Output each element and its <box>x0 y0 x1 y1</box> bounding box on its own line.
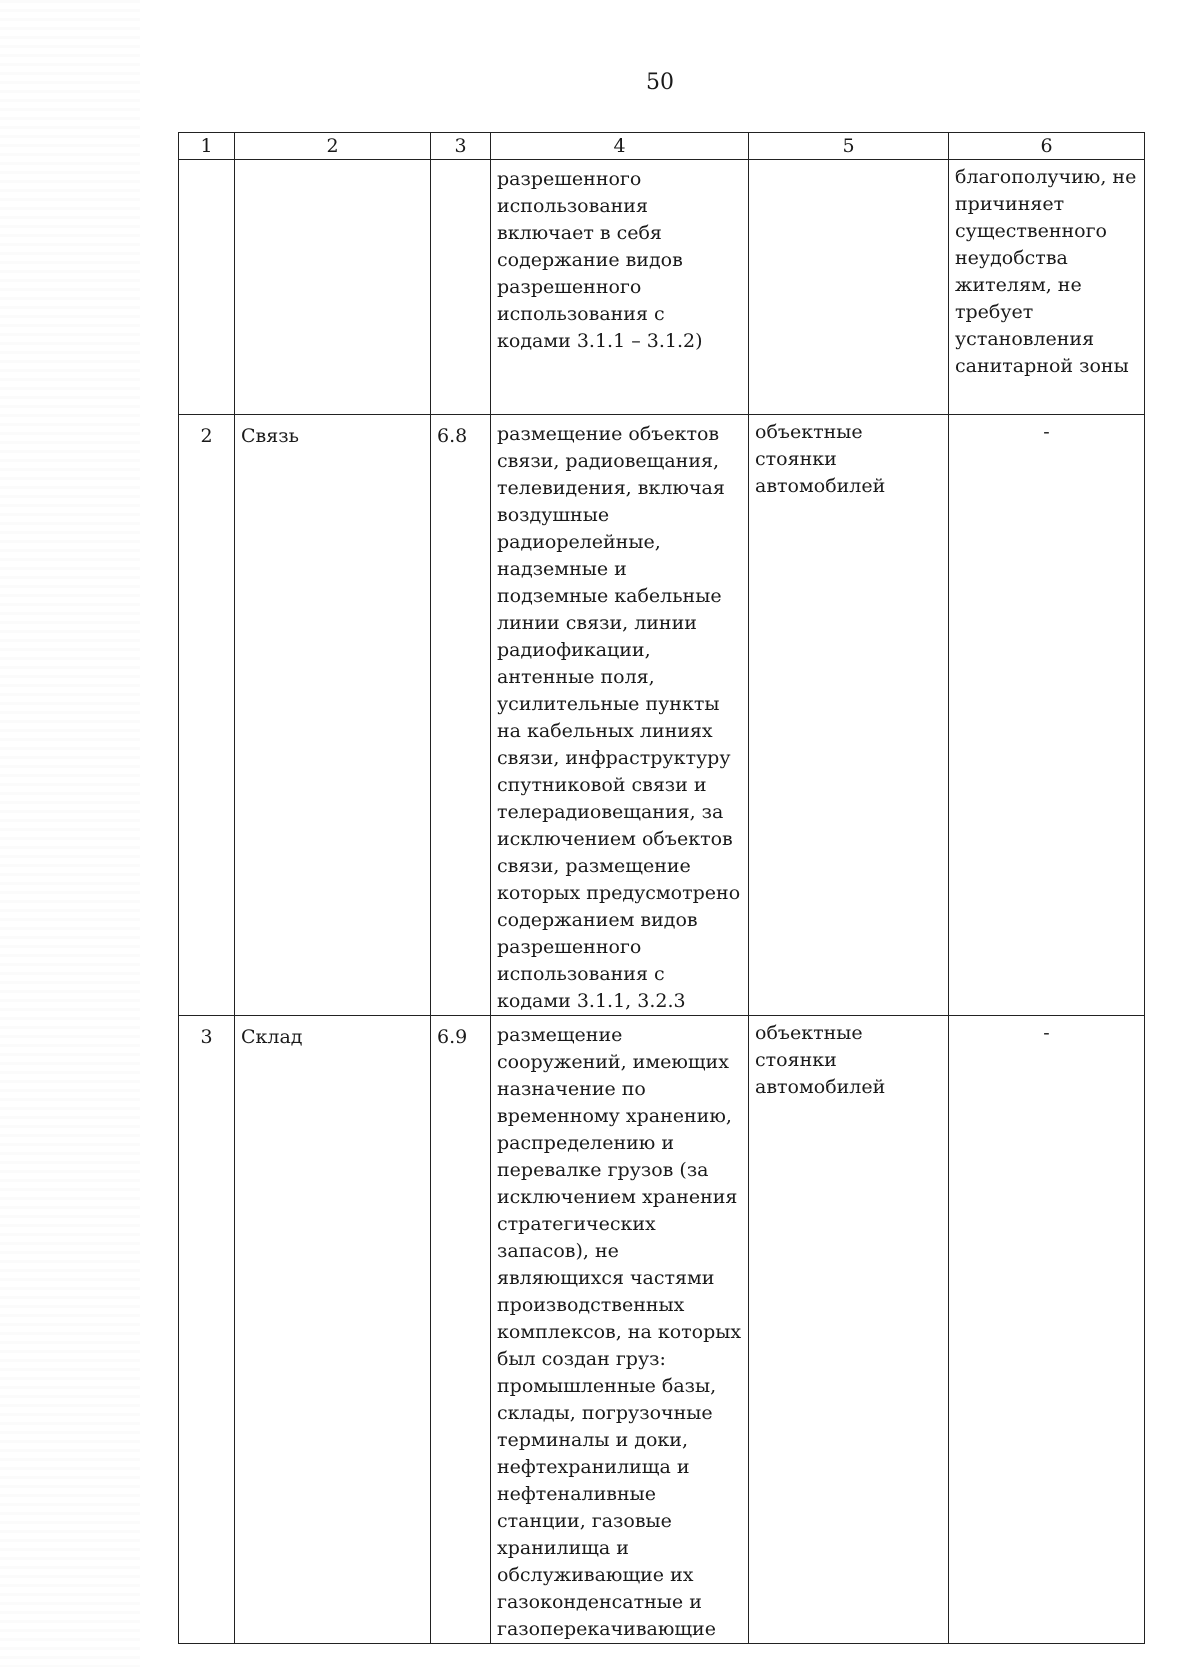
land-use-table <box>178 132 1145 1644</box>
use-name <box>235 160 431 415</box>
table-row <box>179 160 1145 415</box>
use-code: 6.9 <box>431 1016 491 1644</box>
column-header-1: 1 <box>179 133 235 160</box>
use-conditions: - <box>949 1016 1145 1644</box>
use-description: размещение объектов связи, радиовещания, телевидения, включая воздушные радиорелейные, надземные и подземные кабельные линии связи, линии радиофикации, антенные поля, усилительные пункты на кабельных линиях связи, инфраструктуру спутниковой связи и телерадиовещания, за исключением объектов связи, размещение которых предусмотрено содержанием видов разрешенного использования с кодами 3.1.1, 3.2.3 <box>491 415 749 1016</box>
scan-edge-noise <box>0 0 140 1667</box>
column-header-6: 6 <box>949 133 1145 160</box>
row-number <box>179 160 235 415</box>
auxiliary-use: объектные стоянки автомобилей <box>749 415 949 1016</box>
column-header-5: 5 <box>749 133 949 160</box>
row-number: 3 <box>179 1016 235 1644</box>
header-row <box>179 133 1145 160</box>
column-header-3: 3 <box>431 133 491 160</box>
auxiliary-use <box>749 160 949 415</box>
use-conditions: благополучию, не причиняет существенного неудобства жителям, не требует установления санитарной зоны <box>949 160 1145 415</box>
column-header-2: 2 <box>235 133 431 160</box>
page-number: 50 <box>646 70 674 95</box>
use-code <box>431 160 491 415</box>
column-header-4: 4 <box>491 133 749 160</box>
use-description: разрешенного использования включает в себя содержание видов разрешенного использования с кодами 3.1.1 – 3.1.2) <box>491 160 749 415</box>
row-number: 2 <box>179 415 235 1016</box>
use-conditions: - <box>949 415 1145 1016</box>
auxiliary-use: объектные стоянки автомобилей <box>749 1016 949 1644</box>
use-name: Склад <box>235 1016 431 1644</box>
table-row <box>179 1016 1145 1644</box>
use-description: размещение сооружений, имеющих назначение по временному хранению, распределению и перевалке грузов (за исключением хранения стратегических запасов), не являющихся частями производственных комплексов, на которых был создан груз: промышленные базы, склады, погрузочные терминалы и доки, нефтехранилища и нефтеналивные станции, газовые хранилища и обслуживающие их газоконденсатные и газоперекачивающие <box>491 1016 749 1644</box>
table-row <box>179 415 1145 1016</box>
use-name: Связь <box>235 415 431 1016</box>
use-code: 6.8 <box>431 415 491 1016</box>
